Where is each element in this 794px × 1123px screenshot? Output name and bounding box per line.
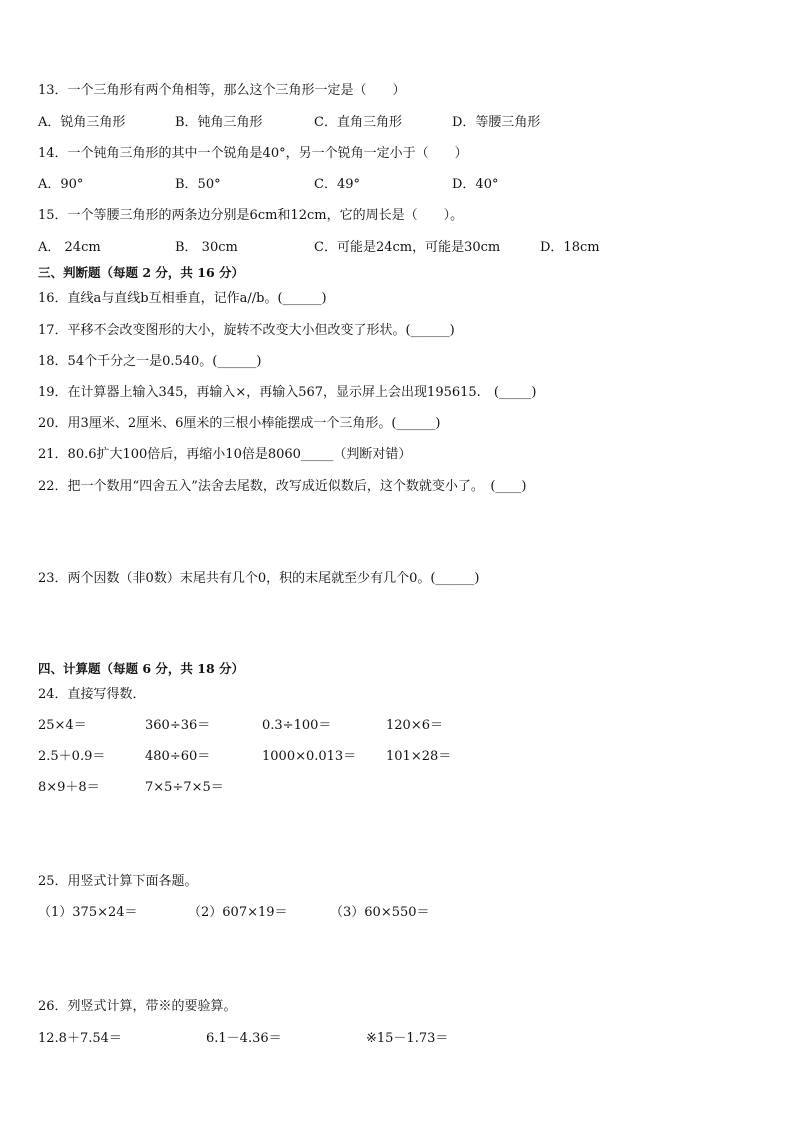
question-15-stem: 15．一个等腰三角形的两条边分别是6cm和12cm，它的周长是（ ）。 [38, 208, 464, 223]
q26-item: ※15－1.73＝ [366, 1031, 449, 1046]
question-14-stem: 14．一个钝角三角形的其中一个锐角是40°，另一个锐角一定小于（ ） [38, 146, 468, 161]
q24-item: 1000×0.013＝ [262, 749, 357, 764]
question-17: 17．平移不会改变图形的大小，旋转不改变大小但改变了形状。(______) [38, 323, 455, 338]
q24-item: 480÷60＝ [145, 749, 211, 764]
question-26-stem: 26．列竖式计算，带※的要验算。 [38, 999, 237, 1014]
q24-item: 25×4＝ [38, 718, 87, 733]
q25-item: （1）375×24＝ [38, 905, 138, 920]
q24-item: 0.3÷100＝ [262, 718, 332, 733]
question-15-option-d: D．18cm [540, 240, 600, 255]
section-4-title: 四、计算题（每题 6 分，共 18 分） [38, 661, 245, 676]
question-14-option-b: B．50° [175, 177, 221, 192]
question-15-option-a: A． 24cm [38, 240, 101, 255]
question-22: 22．把一个数用“四舍五入”法舍去尾数，改写成近似数后，这个数就变小了。 (____) [38, 479, 527, 494]
question-18: 18．54个千分之一是0.540。(______) [38, 354, 262, 369]
question-24-stem: 24．直接写得数． [38, 687, 146, 702]
section-3-title: 三、判断题（每题 2 分，共 16 分） [38, 265, 245, 280]
q24-item: 7×5÷7×5＝ [145, 780, 224, 795]
q26-item: 6.1－4.36＝ [206, 1031, 282, 1046]
q24-item: 2.5＋0.9＝ [38, 749, 106, 764]
question-15-option-b: B． 30cm [175, 240, 238, 255]
q25-item: （2）607×19＝ [188, 905, 288, 920]
q24-item: 120×6＝ [386, 718, 443, 733]
question-13-option-d: D．等腰三角形 [452, 115, 541, 130]
q25-item: （3）60×550＝ [330, 905, 430, 920]
q26-item: 12.8＋7.54＝ [38, 1031, 122, 1046]
question-25-stem: 25．用竖式计算下面各题。 [38, 874, 198, 889]
question-14-option-c: C．49° [314, 177, 360, 192]
question-13-option-a: A．锐角三角形 [38, 115, 126, 130]
question-13-option-b: B．钝角三角形 [175, 115, 263, 130]
question-15-option-c: C．可能是24cm，可能是30cm [314, 240, 501, 255]
question-13-option-c: C．直角三角形 [314, 115, 402, 130]
question-13-stem: 13．一个三角形有两个角相等，那么这个三角形一定是（ ） [38, 83, 406, 98]
question-20: 20．用3厘米、2厘米、6厘米的三根小棒能摆成一个三角形。(______) [38, 416, 441, 431]
question-16: 16．直线a与直线b互相垂直，记作a//b。(______) [38, 291, 327, 306]
q24-item: 360÷36＝ [145, 718, 211, 733]
q24-item: 101×28＝ [386, 749, 452, 764]
question-14-option-d: D．40° [452, 177, 499, 192]
question-19: 19．在计算器上输入345，再输入×，再输入567，显示屏上会出现195615. (_____) [38, 385, 537, 400]
question-21: 21．80.6扩大100倍后，再缩小10倍是8060_____（判断对错） [38, 447, 412, 462]
question-23: 23．两个因数（非0数）末尾共有几个0，积的末尾就至少有几个0。(______) [38, 571, 480, 586]
question-14-option-a: A．90° [38, 177, 84, 192]
q24-item: 8×9＋8＝ [38, 780, 100, 795]
